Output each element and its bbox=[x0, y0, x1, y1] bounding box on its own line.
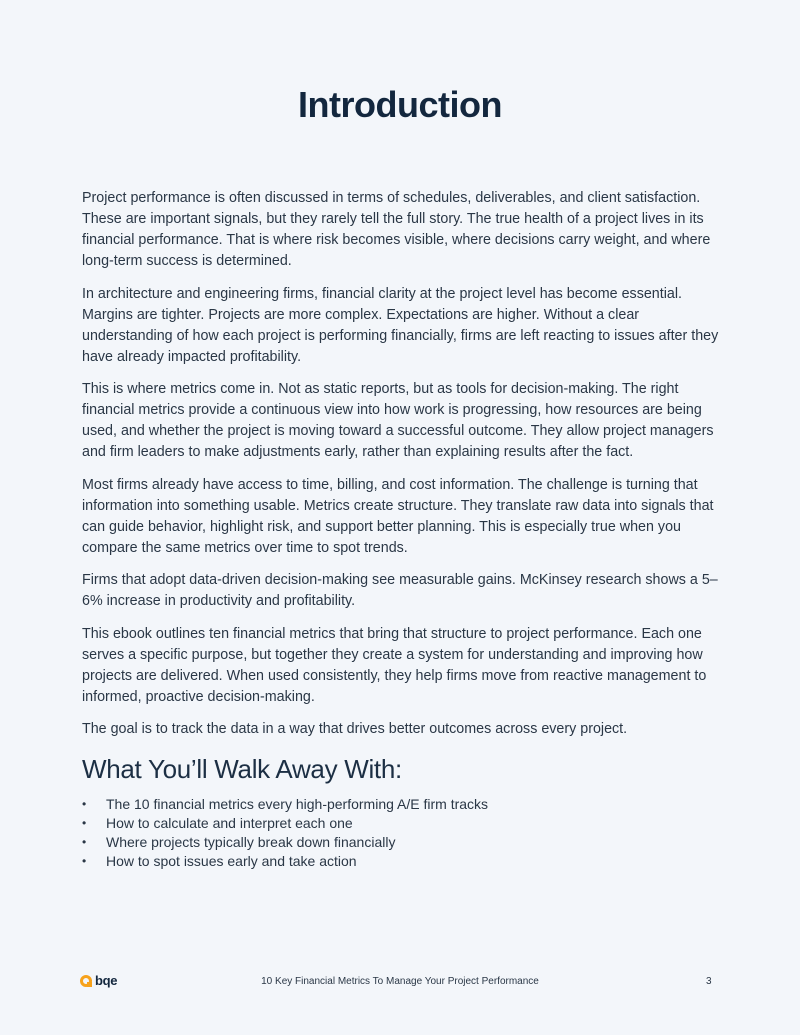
footer-title: 10 Key Financial Metrics To Manage Your Project Performance bbox=[261, 976, 539, 987]
logo-text: bqe bbox=[95, 973, 118, 988]
list-item-text: Where projects typically break down financially bbox=[106, 834, 396, 850]
page-footer bbox=[0, 968, 800, 998]
paragraph: This is where metrics come in. Not as static reports, but as tools for decision-making. The right financial metrics provide a continuous view into how work is progressing, how resources are being used, and whether the project is moving toward a successful outcome. They allow project managers and firm leaders to make adjustments early, rather than explaining results after the fact. bbox=[82, 381, 714, 460]
list-item bbox=[82, 795, 488, 814]
bullet-icon: • bbox=[82, 797, 87, 811]
page-number: 3 bbox=[706, 976, 712, 987]
bullet-list bbox=[82, 795, 488, 871]
paragraph: Firms that adopt data-driven decision-making see measurable gains. McKinsey research shows a 5–6% increase in productivity and profitability. bbox=[82, 572, 718, 609]
paragraph: The goal is to track the data in a way that drives better outcomes across every project. bbox=[82, 721, 628, 737]
list-item-text: The 10 financial metrics every high-performing A/E firm tracks bbox=[106, 796, 489, 812]
bullet-icon: • bbox=[82, 854, 87, 868]
section-heading: What You’ll Walk Away With: bbox=[82, 754, 402, 784]
bullet-icon: • bbox=[82, 835, 87, 849]
paragraph: Project performance is often discussed in terms of schedules, deliverables, and client satisfaction. These are important signals, but they rarely tell the full story. The true health of a project lives in its financial performance. That is where risk becomes visible, where decisions carry weight, and where long-term success is determined. bbox=[82, 190, 711, 269]
list-item bbox=[82, 852, 488, 871]
page-title: Introduction bbox=[298, 84, 502, 125]
list-item bbox=[82, 833, 488, 852]
bullet-icon: • bbox=[82, 816, 87, 830]
list-item-text: How to spot issues early and take action bbox=[106, 853, 357, 869]
list-item-text: How to calculate and interpret each one bbox=[106, 815, 353, 831]
list-item bbox=[82, 814, 488, 833]
paragraph: Most firms already have access to time, billing, and cost information. The challenge is turning that information into something usable. Metrics create structure. They translate raw data into signals that can guide behavior, highlight risk, and support better planning. This is especially true when you compare the same metrics over time to spot trends. bbox=[82, 476, 714, 556]
paragraph: This ebook outlines ten financial metrics that bring that structure to project performance. Each one serves a specific purpose, but together they create a system for understanding and improving how projects are delivered. When used consistently, they help firms move from reactive management to informed, proactive decision-making. bbox=[82, 625, 707, 705]
paragraph: In architecture and engineering firms, financial clarity at the project level has become essential. Margins are tighter. Projects are more complex. Expectations are higher. Without a clear understanding of how each project is performing financially, firms are left reacting to issues after they have already impacted profitability. bbox=[82, 285, 719, 365]
body-text bbox=[82, 188, 720, 752]
